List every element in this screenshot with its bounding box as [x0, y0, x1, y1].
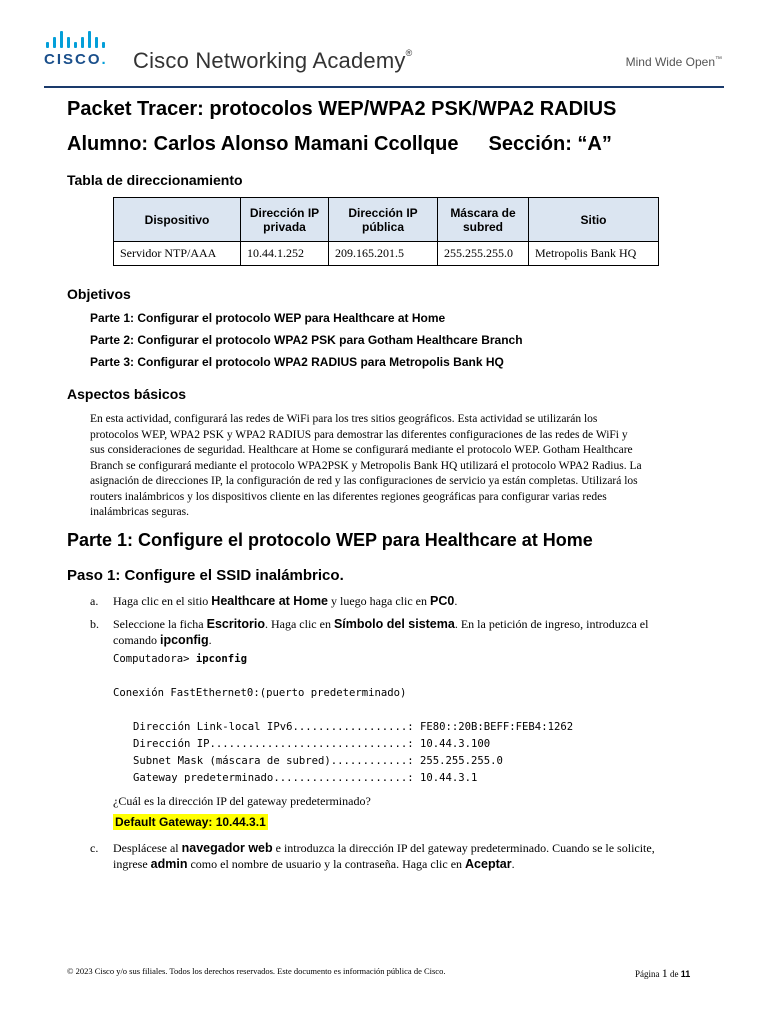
part1-heading: Parte 1: Configure el protocolo WEP para Healthcare at Home [67, 530, 593, 550]
basics-heading: Aspectos básicos [67, 386, 187, 402]
step-item-c: c. Desplácese al navegador web e introduzca la dirección IP del gateway predeterminado. Cuando se le solicite, ingrese admin como el nombre de usuario y la contraseña. Haga clic en Aceptar. [90, 841, 655, 871]
ipconfig-output-line: Subnet Mask (máscara de subred)............: 255.255.255.0 [133, 755, 503, 767]
step-item-a: a. Haga clic en el sitio Healthcare at Home y luego haga clic en PC0. [90, 594, 458, 608]
table-header: Dirección IP privada [241, 198, 329, 242]
tagline: Mind Wide Open™ [625, 55, 722, 69]
table-cell: 209.165.201.5 [329, 242, 438, 266]
header-divider [44, 86, 724, 88]
page-title: Packet Tracer: protocolos WEP/WPA2 PSK/WPA2 RADIUS [67, 98, 617, 120]
table-cell: 10.44.1.252 [241, 242, 329, 266]
page-header [0, 0, 768, 92]
objective-item: Parte 3: Configurar el protocolo WPA2 RADIUS para Metropolis Bank HQ [90, 355, 504, 369]
table-cell: 255.255.255.0 [438, 242, 529, 266]
objectives-heading: Objetivos [67, 286, 131, 302]
student-line [67, 133, 612, 156]
student-name: Alumno: Carlos Alonso Mamani Ccollque [67, 133, 459, 155]
academy-name: Cisco Networking Academy® [133, 48, 413, 73]
step-item-b: b. Seleccione la ficha Escritorio. Haga clic en Símbolo del sistema. En la petición de ingreso, introduzca el comando ipconfig. [90, 617, 649, 647]
address-table-heading: Tabla de direccionamiento [67, 172, 243, 188]
section-label: Sección: “A” [488, 133, 612, 155]
page-number: Página 1 de 11 [635, 966, 691, 980]
table-cell: Servidor NTP/AAA [114, 242, 241, 266]
ipconfig-output-line: Dirección IP...............................: 10.44.3.100 [133, 738, 491, 750]
table-cell: Metropolis Bank HQ [529, 242, 659, 266]
answer-highlight: Default Gateway: 10.44.3.1 [115, 815, 266, 829]
table-header: Dirección IP pública [329, 198, 438, 242]
ipconfig-output-line: Gateway predeterminado.....................: 10.44.3.1 [133, 772, 478, 784]
objective-item: Parte 2: Configurar el protocolo WPA2 PSK para Gotham Healthcare Branch [90, 333, 523, 347]
table-header: Sitio [529, 198, 659, 242]
command-prompt-line: Computadora> ipconfig [113, 653, 247, 665]
cisco-bars-icon [44, 28, 118, 48]
address-table [113, 197, 659, 266]
table-header: Dispositivo [114, 198, 241, 242]
step1-heading: Paso 1: Configure el SSID inalámbrico. [67, 567, 344, 584]
ipconfig-output-line: Dirección Link-local IPv6..................: FE80::20B:BEFF:FEB4:1262 [133, 721, 574, 733]
basics-paragraph: En esta actividad, configurará las redes de WiFi para los tres sitios geográficos. Esta actividad se utilizarán los protocolos WEP, WPA2 PSK y WPA2 RADIUS para demostrar las diferentes configuraciones de las redes de WiFi y sus consideraciones de seguridad. Healthcare at Home se configurará mediante el protocolo WEP. Gotham Healthcare Branch se configurará mediante el protocolo WPA2PSK y Metropolis Bank HQ utilizará el protocolo WPA2 Radius. La asignación de direcciones IP, la configuración de red y las configuraciones de servicio ya están completas. Utilizará los routers inalámbricos y los dispositivos cliente en las diferentes regiones geográficas para configurar varias redes inalámbricas seguras. [90, 413, 642, 518]
table-row [114, 242, 659, 266]
connection-line: Conexión FastEthernet0:(puerto predeterminado) [113, 687, 407, 699]
cisco-wordmark: CISCO. [44, 51, 108, 68]
question-text: ¿Cuál es la dirección IP del gateway predeterminado? [113, 794, 371, 808]
cisco-logo [44, 28, 118, 68]
objective-item: Parte 1: Configurar el protocolo WEP para Healthcare at Home [90, 311, 446, 325]
footer-copyright: © 2023 Cisco y/o sus filiales. Todos los derechos reservados. Este documento es información pública de Cisco. [67, 966, 446, 976]
table-header: Máscara de subred [438, 198, 529, 242]
